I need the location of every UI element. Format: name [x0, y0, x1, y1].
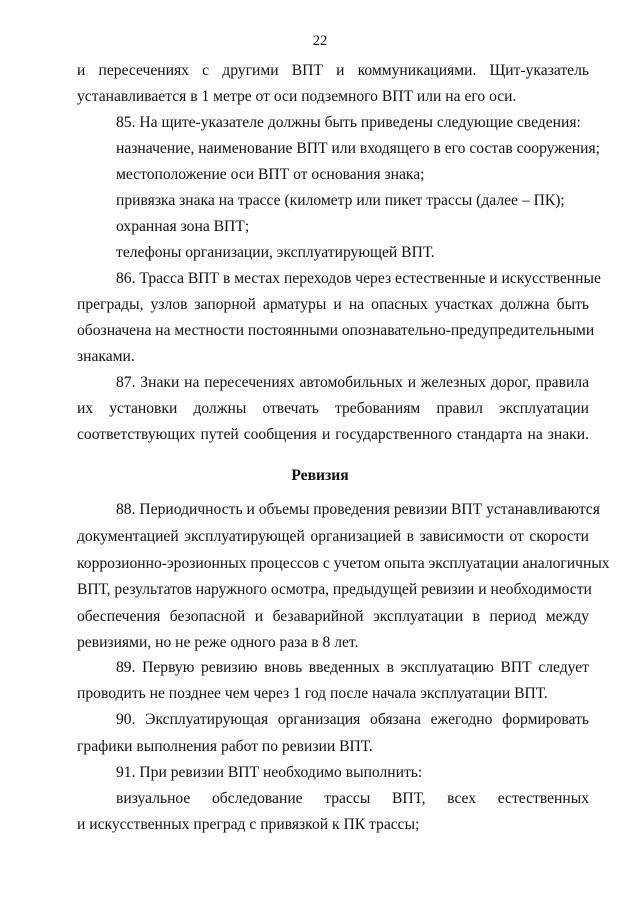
text-line: 90. Эксплуатирующая организация обязана ежегодно формировать — [116, 711, 589, 728]
text-line: 86. Трасса ВПТ в местах переходов через естественные и искусственные — [116, 270, 601, 287]
text-line: проводить не позднее чем через 1 год после начала эксплуатации ВПТ. — [77, 685, 548, 702]
text-line: 85. На щите-указателе должны быть приведены следующие сведения: — [116, 114, 581, 131]
text-line: привязка знака на трассе (километр или пикет трассы (далее – ПК); — [116, 192, 565, 209]
text-line: телефоны организации, эксплуатирующей ВПТ. — [116, 244, 435, 261]
text-line: и пересечениях с другими ВПТ и коммуникациями. Щит-указатель — [77, 62, 589, 79]
text-line: обеспечения безопасной и безаварийной эксплуатации в период между — [77, 608, 589, 625]
text-line: знаками. — [77, 348, 135, 365]
section-heading: Ревизия — [291, 467, 349, 484]
text-line: 87. Знаки на пересечениях автомобильных и железных дорог, правила — [116, 374, 589, 391]
text-line: 91. При ревизии ВПТ необходимо выполнить: — [116, 764, 423, 781]
text-line: обозначена на местности постоянными опознавательно-предупредительными — [77, 322, 595, 339]
text-line: и искусственных преград с привязкой к ПК трассы; — [77, 816, 420, 833]
text-line: 88. Периодичность и объемы проведения ревизии ВПТ устанавливаются — [116, 501, 600, 518]
text-line: охранная зона ВПТ; — [116, 218, 250, 235]
page-number: 22 — [312, 33, 328, 49]
text-line: преграды, узлов запорной арматуры и на опасных участках должна быть — [77, 296, 589, 313]
text-line: 89. Первую ревизию вновь введенных в эксплуатацию ВПТ следует — [116, 659, 589, 676]
text-line: ревизиями, но не реже одного раза в 8 лет. — [77, 634, 359, 651]
text-line: их установки должны отвечать требованиям правил эксплуатации — [77, 400, 589, 417]
text-line: графики выполнения работ по ревизии ВПТ. — [77, 738, 373, 755]
text-line: документацией эксплуатирующей организацией в зависимости от скорости — [77, 528, 589, 545]
text-line: визуальное обследование трассы ВПТ, всех естественных — [116, 790, 589, 807]
text-line: местоположение оси ВПТ от основания знака; — [116, 166, 425, 183]
text-line: соответствующих путей сообщения и государственного стандарта на знаки. — [77, 426, 589, 443]
text-line: ВПТ, результатов наружного осмотра, предыдущей ревизии и необходимости — [77, 581, 592, 598]
text-line: назначение, наименование ВПТ или входящего в его состав сооружения; — [116, 140, 600, 157]
text-line: устанавливается в 1 метре от оси подземного ВПТ или на его оси. — [77, 88, 517, 105]
text-line: коррозионно-эрозионных процессов с учетом опыта эксплуатации аналогичных — [77, 555, 610, 572]
